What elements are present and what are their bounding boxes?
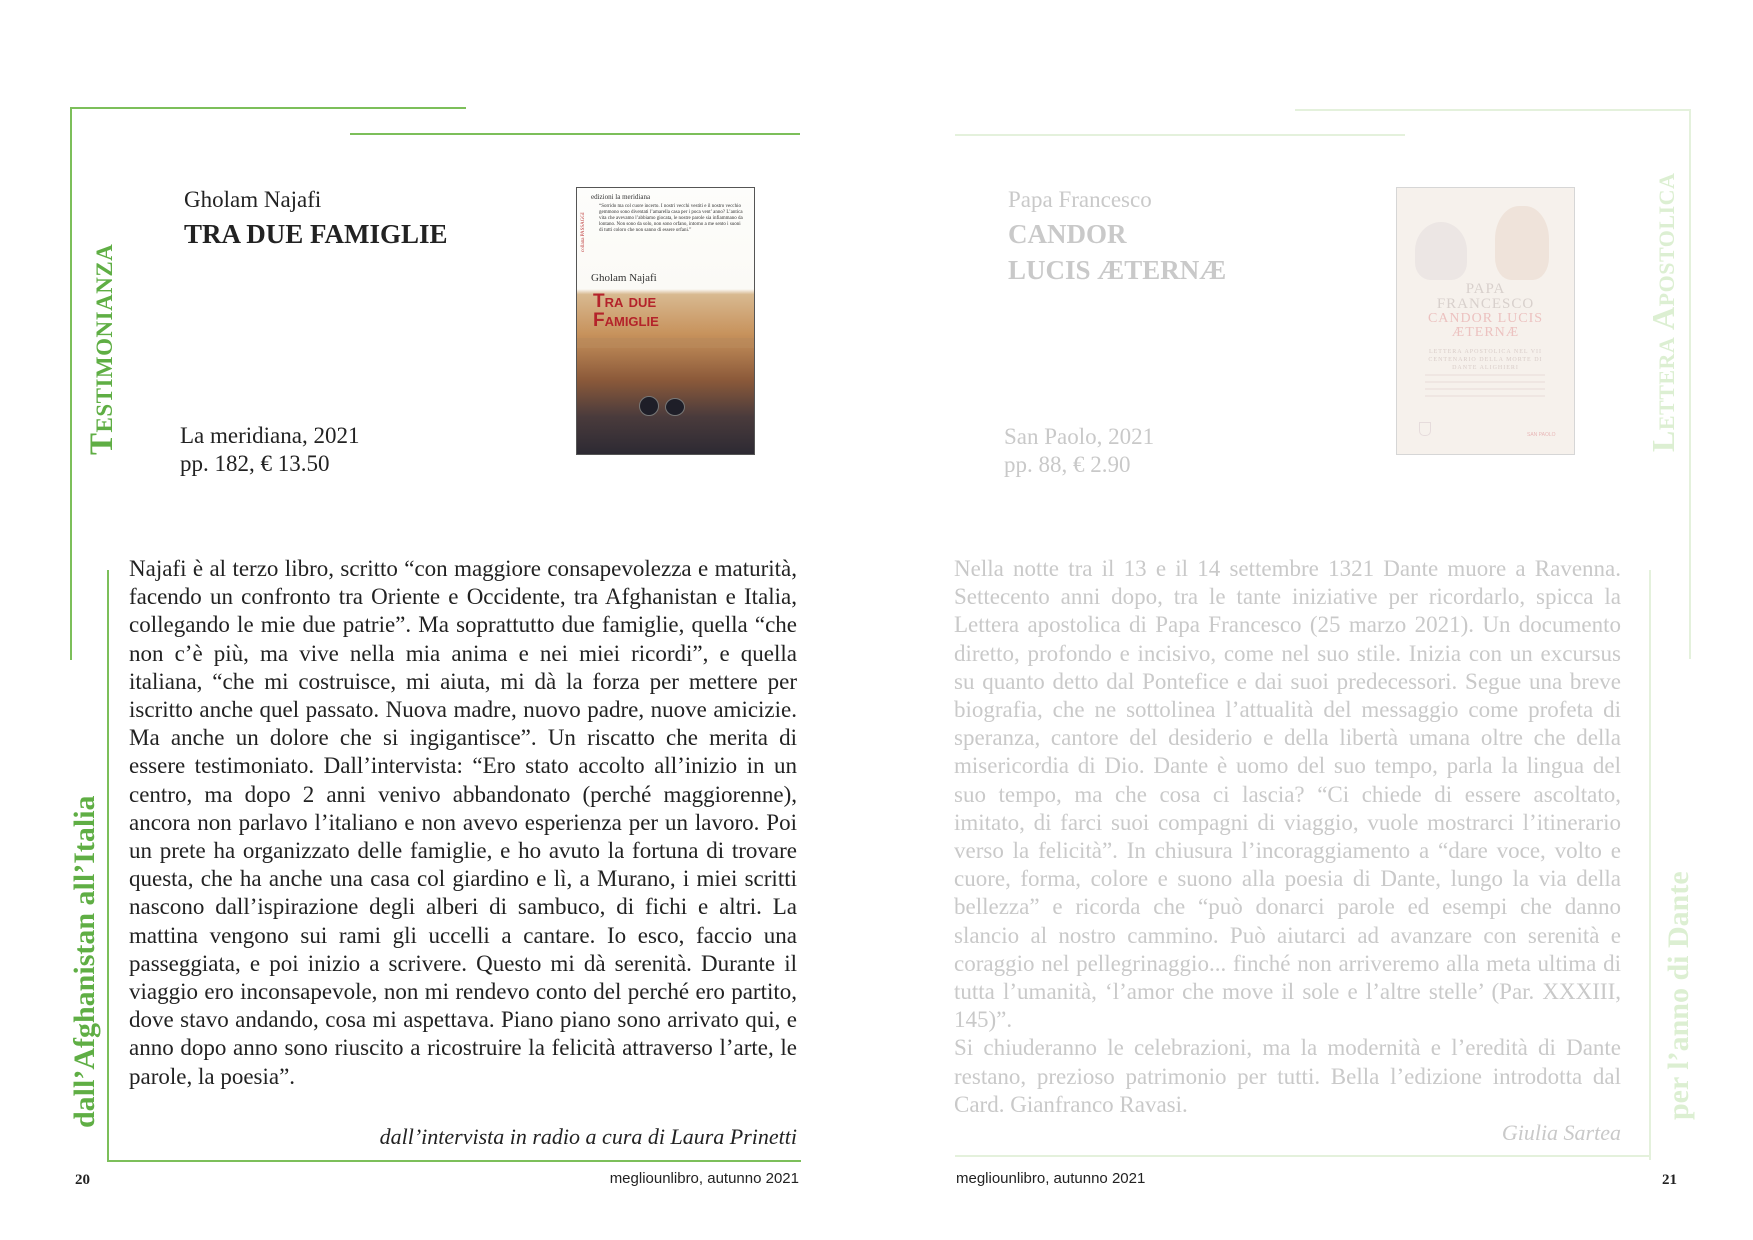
cover-title — [593, 292, 659, 330]
cover-horizon — [577, 338, 754, 348]
book-title: TRA DUE FAMIGLIE — [184, 219, 448, 249]
left-frame-left — [70, 107, 72, 660]
cover-credits-lines — [1425, 374, 1545, 397]
review-paragraph: Najafi è al terzo libro, scritto “con maggiore consapevolezza e maturità, facendo un confronto tra Oriente e Occidente, tra Afghanistan e Italia, collegando le mie due patrie”. Ma soprattutto due famiglie, quella “che non c’è più, ma vive nella mia anima e nei miei ricordi”, e quella italiana, “che mi costruisce, mi aiuta, mi dà la forza per mettere per iscritto anche quel passato. Nuova madre, nuovo padre, nuove amicizie. Ma anche un dolore che si ingigantisce”. Un riscatto che merita di essere testimoniato. Dall’intervista: “Ero stato accolto all’inizio in un centro, ma dopo 2 anni venivo abbandonato (perché maggiorenne), ancora non parlavo l’italiano e non avevo esperienza per un lavoro. Poi un prete ha organizzato delle famiglie, e ho avuto la fortuna di trovare questa, che ha anche una casa col giardino e lì, a Murano, i miei scritti nascono dall’ispirazione degli alberi di sambuco, di fichi e altri. La mattina vengono sui rami gli uccelli a cantare. Io esco, faccio una passeggiata, e poi inizio a scrivere. Questo mi dà serenità. Durante il viaggio ero inconsapevole, non mi rendevo conto del perché ero partito, dove stavo andando, cosa mi aspettava. Piano piano sono arrivato qui, e anno dopo anno sono riuscito a ricostruire la felicità attraverso l’arte, le parole, la poesia”. — [129, 556, 797, 1089]
cover-publisher-mark: SAN PAOLO — [1527, 432, 1556, 438]
cover-series: collana PASSAGGI — [581, 212, 586, 252]
cover-publisher: edizioni la meridiana — [591, 193, 651, 201]
book-cover-tra-due-famiglie — [576, 187, 755, 455]
book-cover-candor-lucis-aeternae — [1396, 187, 1575, 455]
cover-portrait-dante — [1495, 206, 1549, 280]
publisher-info — [180, 422, 359, 478]
right-frame-top — [1295, 109, 1690, 111]
cover-poem: “Sorrido ma col cuore incerto. I nostri vecchi vestiti e il nostro vecchio gemmono sono diventati l’amarella casa per i poca vent’ anno? L’antica vita che avevamo l’abbiamo giocata, le nostre parole sia infiammano da lontano. Non sono da solo, non sono orfano, intorno a me sento i suoni di tutti coloro che non sanno di essere orfani.” — [599, 204, 743, 233]
page-footer: megliounlibro, autunno 2021 — [609, 1170, 799, 1187]
cover-author: Gholam Najafi — [591, 272, 657, 284]
cover-line-papa: PAPA — [1465, 281, 1506, 297]
book-title — [1008, 216, 1226, 288]
cover-portrait-pope — [1415, 222, 1467, 280]
review-body — [954, 555, 1621, 1119]
publisher-info — [1004, 423, 1154, 479]
left-body-left-rule — [107, 570, 109, 1162]
publisher-year: San Paolo, 2021 — [1004, 424, 1155, 449]
pages-price: pp. 182, € 13.50 — [180, 451, 330, 476]
left-body-bottom-rule — [107, 1160, 801, 1162]
page-number: 20 — [75, 1172, 90, 1188]
book-author: Papa Francesco — [1008, 187, 1152, 212]
cover-line-aeternae: ÆTERNÆ — [1451, 325, 1520, 340]
publisher-year: La meridiana, 2021 — [180, 423, 360, 448]
section-label-lettera-apostolica: Lettera Apostolica — [1645, 172, 1681, 452]
cover-line-francesco: FRANCESCO — [1436, 296, 1535, 312]
vatican-emblem-icon — [1419, 422, 1431, 436]
side-label-anno-dante: per l’anno di Dante — [1662, 871, 1695, 1120]
page-footer: megliounlibro, autunno 2021 — [956, 1170, 1146, 1187]
right-body-right-rule — [1649, 570, 1651, 1160]
review-body — [129, 555, 797, 1091]
left-title-rule — [350, 133, 800, 135]
book-title-line2: LUCIS ÆTERNÆ — [1008, 255, 1227, 285]
cover-subtitle: LETTERA APOSTOLICA NEL VII CENTENARIO DELLA MORTE DI DANTE ALIGHIERI — [1428, 349, 1543, 371]
review-credit: Giulia Sartea — [1501, 1120, 1621, 1145]
left-frame-top — [70, 107, 466, 109]
right-body-bottom-rule — [955, 1155, 1649, 1157]
cover-title-line1: Tra due — [593, 291, 657, 312]
cover-line-candor: CANDOR LUCIS — [1427, 311, 1544, 326]
right-title-rule — [955, 134, 1405, 136]
review-credit: dall’intervista in radio a cura di Laura Prinetti — [379, 1124, 797, 1149]
pages-price: pp. 88, € 2.90 — [1004, 452, 1131, 477]
book-author: Gholam Najafi — [184, 187, 322, 212]
page-number: 21 — [1662, 1172, 1677, 1188]
cover-title-line2: Famiglie — [593, 310, 659, 331]
side-label-afghanistan: dall’Afghanistan all’Italia — [68, 795, 101, 1128]
review-paragraph-1: Nella notte tra il 13 e il 14 settembre 1321 Dante muore a Ravenna. Settecento anni dopo, tra le tante iniziative per ricordarlo, spicca la Lettera apostolica di Papa Francesco (25 marzo 2021). Un documento diretto, profondo e incisivo, come nel suo stile. Inizia con un excursus su quanto detto dal Pontefice e dai suoi predecessori. Segue una breve biografia, che ne sottolinea l’attualità del messaggio come profeta di speranza, cantore del desiderio e della libertà umana oltre che della misericordia di Dio. Dante è uomo del suo tempo, parla la lingua del suo tempo, ma che cosa ci lascia? “Ci chiede di essere ascoltato, imitato, di farci suoi compagni di viaggio, vuole mostrarci l’itinerario verso la felicità”. In chiusura l’incoraggiamento a “dare voce, volto e cuore, forma, colore e suono alla poesia di Dante, lungo la via della bellezza” e ricorda che “può donarci parole ed esempi che danno slancio al nostro cammino. Può aiutarci ad avanzare con serenità e coraggio nel pellegrinaggio... finché non arriveremo alla meta ultima di tutta l’umanità, ‘l’amor che move il sole e l’altre stelle’ (Par. XXXIII, 145)”. — [954, 556, 1621, 1033]
book-title-line1: CANDOR — [1008, 219, 1127, 249]
right-frame-right — [1689, 109, 1691, 659]
review-paragraph-2: Si chiuderanno le celebrazioni, ma la modernità e l’eredità di Dante restano, prezioso patrimonio per tutti. Bella l’edizione introdotta dal Card. Gianfranco Ravasi. — [954, 1035, 1621, 1117]
cover-sandals — [639, 396, 687, 416]
section-label-testimonianza: Testimonianza — [84, 243, 120, 455]
